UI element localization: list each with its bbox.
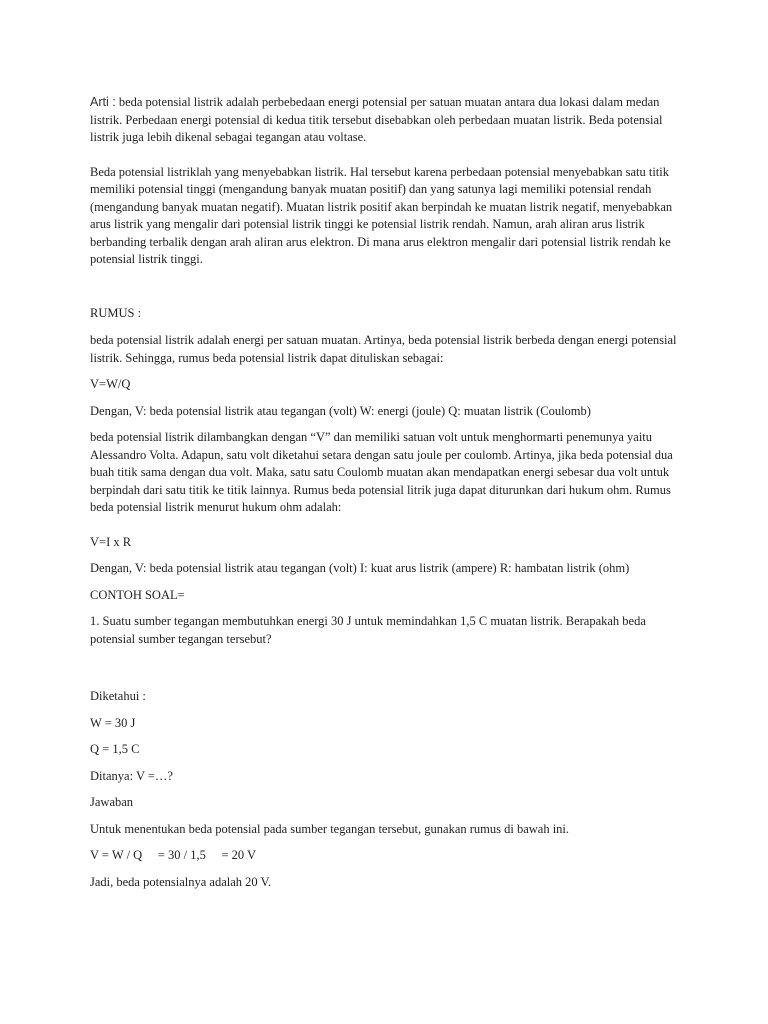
rumus-description: beda potensial listrik adalah energi per satuan muatan. Artinya, beda potensial listrik berbeda dengan energi potensial listrik. Sehingga, rumus beda potensial listrik dapat dituliskan sebagai: [90,333,677,365]
given-q: Q = 1,5 C [90,742,140,756]
formula-vwq-legend: Dengan, V: beda potensial listrik atau tegangan (volt) W: energi (joule) Q: muatan listrik (Coulomb) [90,403,591,418]
example-question: 1. Suatu sumber tegangan membutuhkan energi 30 J untuk memindahkan 1,5 C muatan listrik. Berapakah beda potensial sumber tegangan tersebut? [90,614,646,646]
formula-vir: V=I x R [90,534,132,549]
rumus-heading: RUMUS : [90,305,142,320]
given-w: W = 30 J [90,715,136,730]
document-page [90,94,690,891]
intro-paragraph [90,94,690,147]
answer-step: Untuk menentukan beda potensial pada sumber tegangan tersebut, gunakan rumus di bawah ini. [90,821,570,836]
arti-label: Arti : [90,95,116,109]
intro-text: beda potensial listrik adalah perbebedaan energi potensial per satuan muatan antara dua lokasi dalam medan listrik. Perbedaan energi potensial di kedua titik tersebut disebabkan oleh perbedaan muatan listrik. Beda potensial listrik juga lebih dikenal sebagai tegangan atau voltase. [90,95,663,144]
answer-conclusion: Jadi, beda potensialnya adalah 20 V. [90,874,272,889]
given-label: Diketahui : [90,689,146,703]
formula-vwq: V=W/Q [90,377,131,391]
contoh-heading: CONTOH SOAL= [90,587,185,602]
answer-label: Jawaban [90,795,134,809]
volt-paragraph: beda potensial listrik dilambangkan dengan “V” dan memiliki satuan volt untuk menghormarti penemunya yaitu Alessandro Volta. Adapun, satu volt diketahui setara dengan satu joule per coulomb. Artinya, jika beda potensial dua buah titik sama dengan dua volt. Maka, satu satu Coulomb muatan akan mendapatkan energi sebesar dua volt untuk berpindah dari satu titik ke titik lainnya. Rumus beda potensial litrik juga dapat diturunkan dari hukum ohm. Rumus beda potensial listrik menurut hukum ohm adalah: [90,430,673,514]
asked-label: Ditanya: V =…? [90,768,173,783]
answer-calculation: V = W / Q = 30 / 1,5 = 20 V [90,848,257,862]
cause-paragraph: Beda potensial listriklah yang menyebabkan listrik. Hal tersebut karena perbedaan potensial menyebabkan satu titik memiliki potensial tinggi (mengandung banyak muatan positif) dan yang satunya lagi memiliki potensial rendah (mengandung banyak muatan negatif). Muatan listrik positif akan berpindah ke muatan listrik negatif, menyebabkan arus listrik yang mengalir dari potensial listrik tinggi ke potensial listrik rendah. Namun, arah aliran arus listrik berbanding terbalik dengan arah aliran arus elektron. Di mana arus elektron mengalir dari potensial listrik rendah ke potensial listrik tinggi. [90,164,673,266]
formula-vir-legend: Dengan, V: beda potensial listrik atau tegangan (volt) I: kuat arus listrik (ampere) R: hambatan listrik (ohm) [90,561,630,575]
